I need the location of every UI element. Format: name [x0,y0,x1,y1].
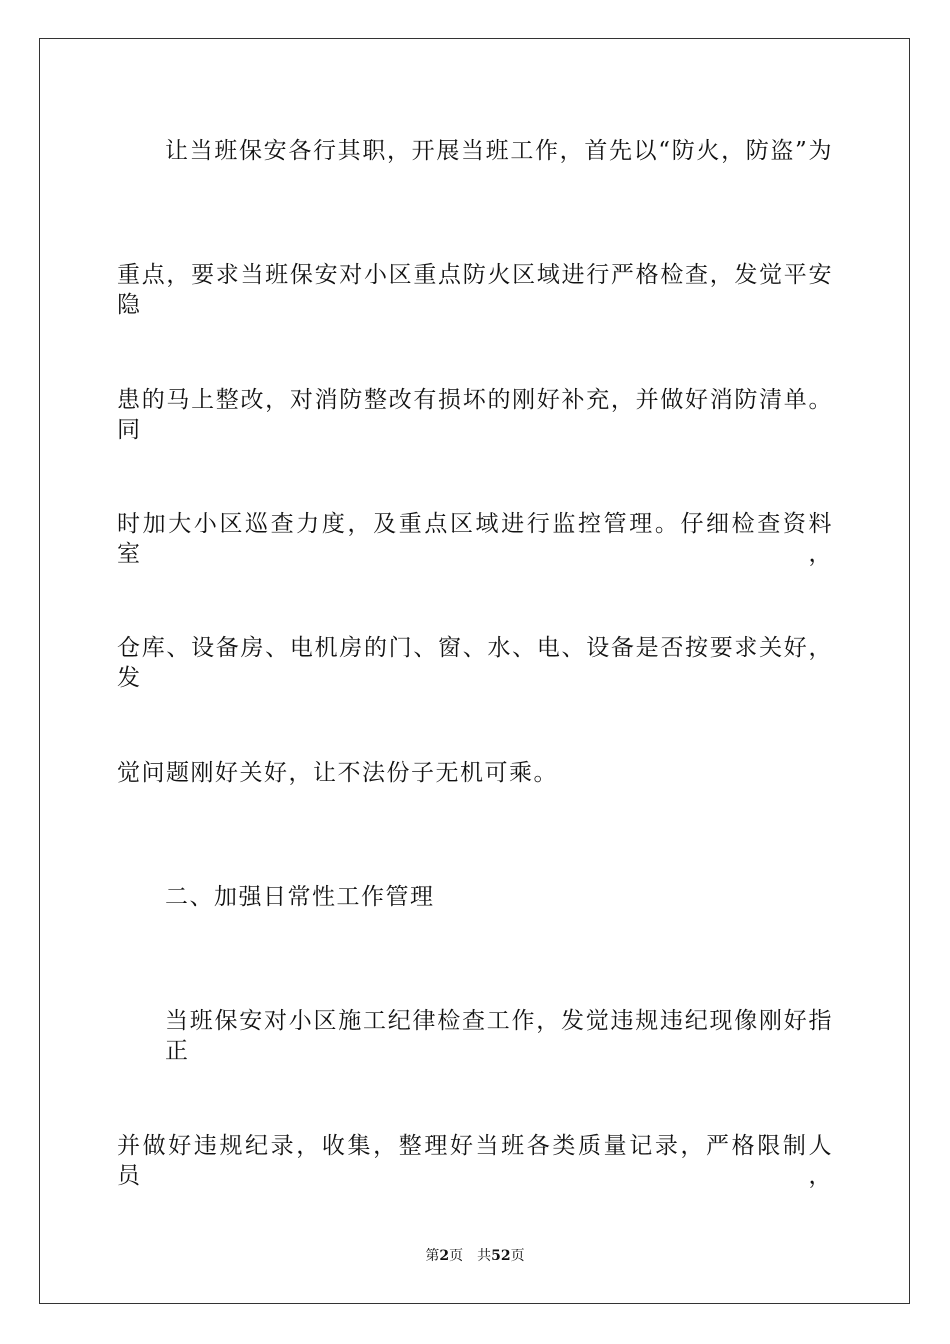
paragraph-line-6: 觉问题刚好关好，让不法份子无机可乘。 [117,760,558,786]
paragraph-line-5: 仓库、设备房、电机房的门、窗、水、电、设备是否按要求关好，发 [117,635,833,691]
footer-total-suffix: 页 [510,1248,525,1264]
section-heading: 二、加强日常性工作管理 [165,884,435,910]
paragraph-line-8: 并做好违规纪录，收集，整理好当班各类质量记录，严格限制人员， [117,1133,833,1189]
page-border [39,38,910,1304]
page-footer [0,1247,950,1265]
paragraph-line-3: 患的马上整改，对消防整改有损坏的刚好补充，并做好消防清单。同 [117,387,833,443]
paragraph-line-4: 时加大小区巡查力度，及重点区域进行监控管理。仔细检查资料室， [117,511,833,567]
paragraph-line-1: 让当班保安各行其职，开展当班工作，首先以“防火，防盗”为 [165,138,833,164]
footer-page-number: 2 [439,1248,450,1264]
footer-page-prefix: 第 [425,1248,440,1264]
footer-total-pages: 52 [491,1248,511,1264]
footer-page-suffix: 页 [449,1248,464,1264]
footer-total-prefix: 共 [477,1248,492,1264]
paragraph-line-7: 当班保安对小区施工纪律检查工作，发觉违规违纪现像刚好指正 [165,1008,833,1064]
paragraph-line-2: 重点，要求当班保安对小区重点防火区域进行严格检查，发觉平安隐 [117,262,833,318]
